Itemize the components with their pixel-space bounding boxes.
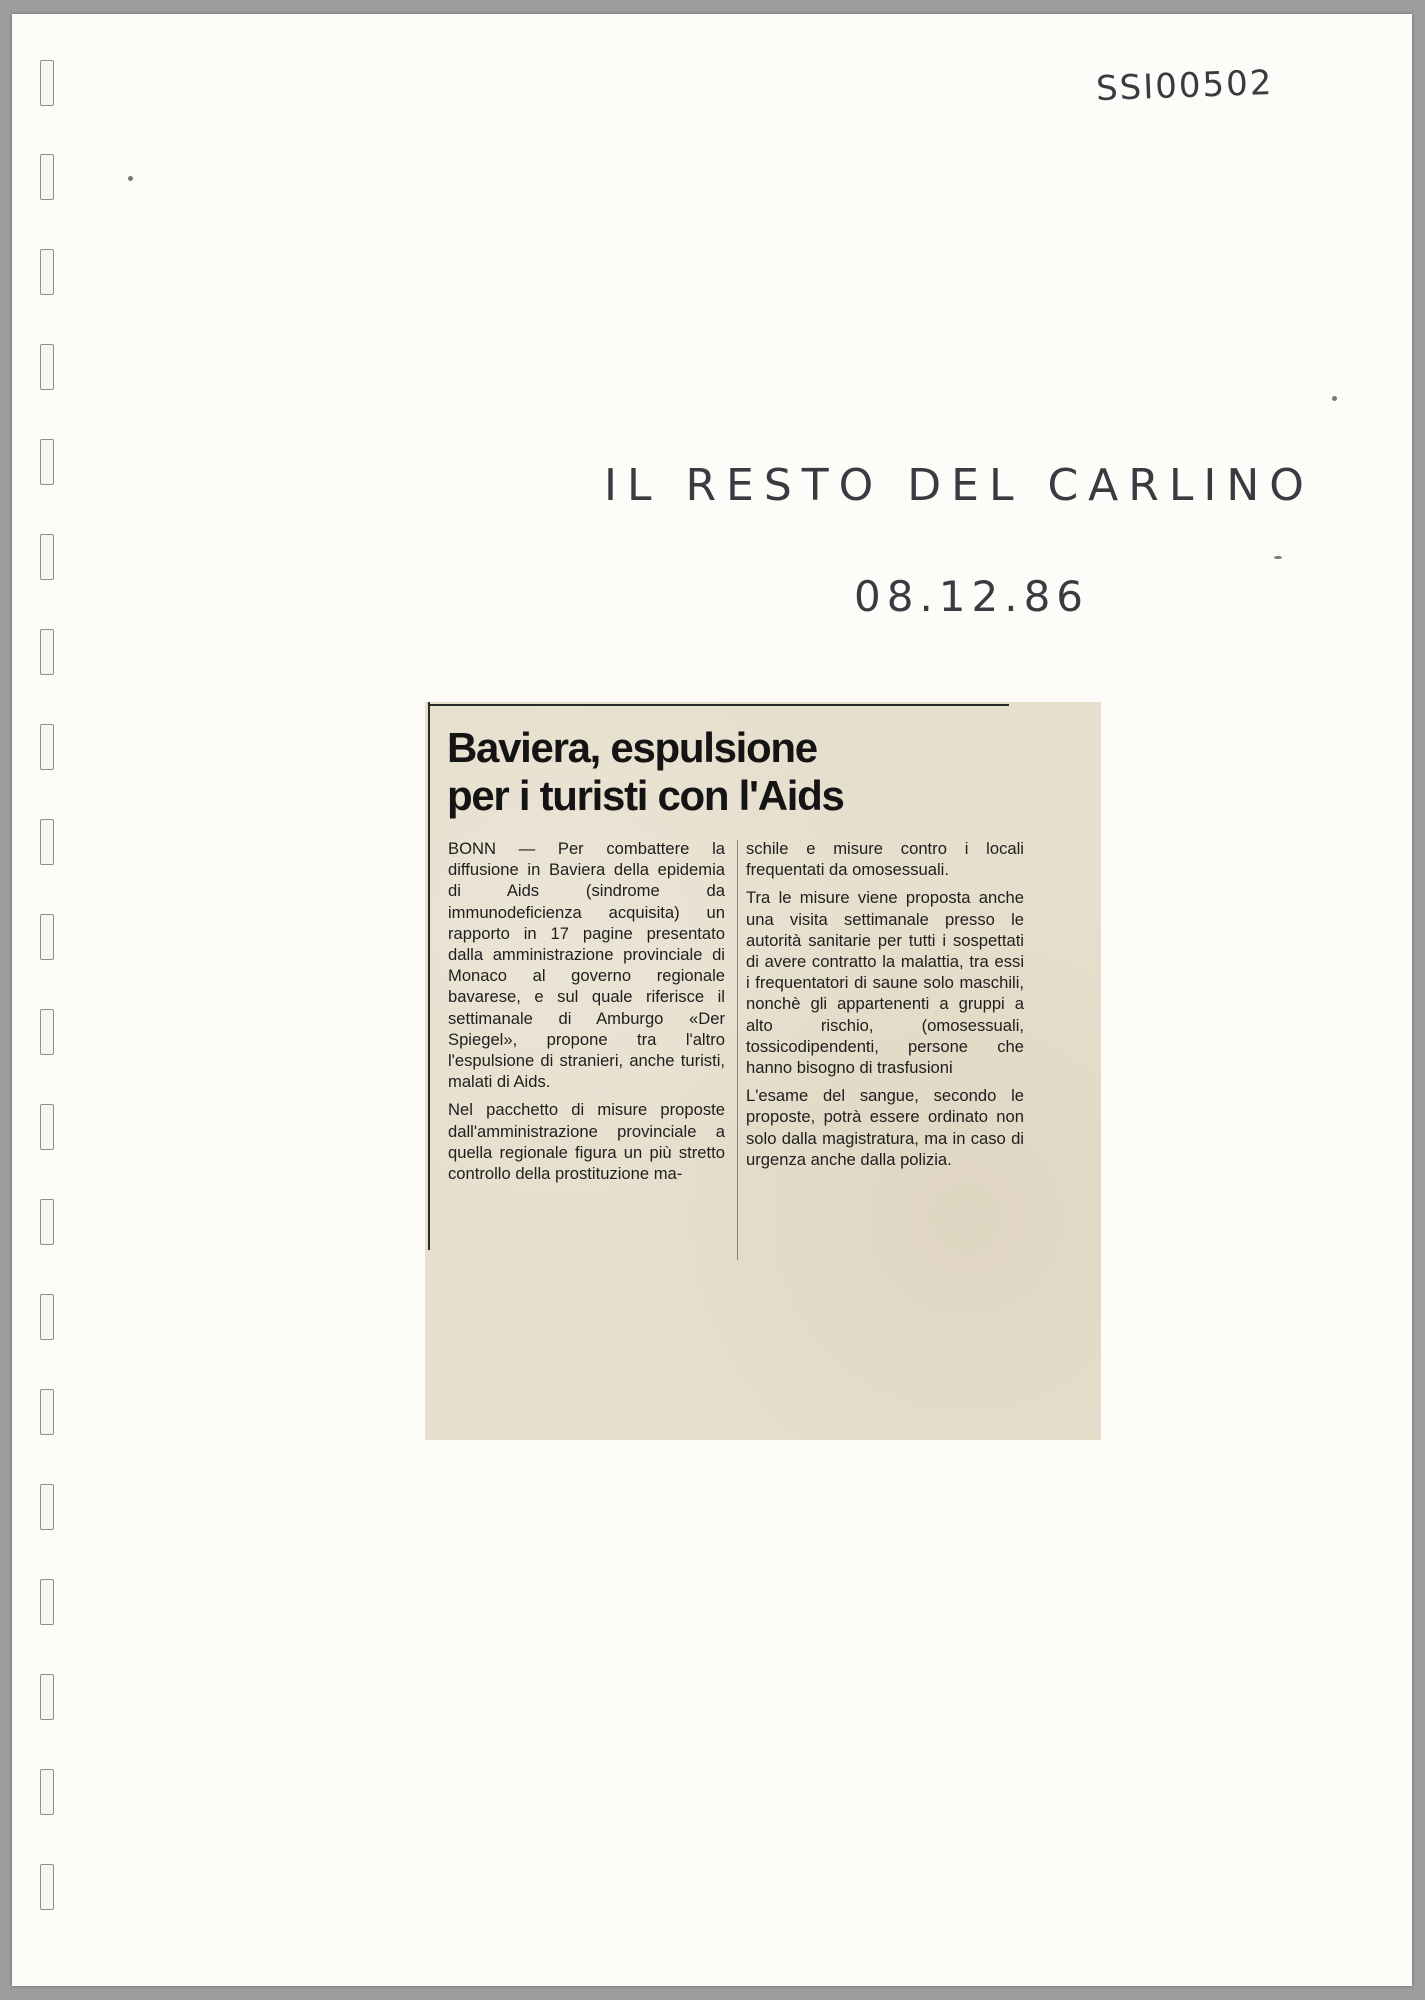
binder-hole — [40, 154, 54, 200]
binder-hole — [40, 1199, 54, 1245]
paragraph: BONN — Per combattere la diffusione in Baviera della epidemia di Aids (sindrome da immunodeficienza acquisita) un rapporto in 17 pagine presentato dalla amministrazione provinciale di Monaco al governo regionale bavarese, e sul quale riferisce il settimanale di Amburgo «Der Spiegel», propone tra l'altro l'espulsione di stranieri, anche turisti, malati di Aids. — [448, 839, 725, 1092]
article-headline — [447, 724, 844, 820]
binder-hole — [40, 629, 54, 675]
binder-hole — [40, 1864, 54, 1910]
binder-hole — [40, 1294, 54, 1340]
article-column-2 — [746, 838, 1024, 1177]
paragraph: Nel pacchetto di misure proposte dall'amministrazione provinciale a quella regionale figura un più stretto controllo della prostituzione ma- — [448, 1100, 725, 1184]
column-separator — [737, 840, 738, 1260]
scan-speck — [128, 176, 133, 181]
binder-hole — [40, 439, 54, 485]
headline-line-2: per i turisti con l'Aids — [447, 772, 844, 819]
newspaper-name-handwritten: IL RESTO DEL CARLINO — [604, 460, 1314, 511]
binder-hole — [40, 914, 54, 960]
scanned-page — [12, 14, 1412, 1986]
binder-hole — [40, 60, 54, 106]
binder-hole — [40, 1009, 54, 1055]
archive-code-handwritten: SSI00502 — [1095, 62, 1275, 110]
binder-hole — [40, 1674, 54, 1720]
scan-speck — [1274, 556, 1282, 559]
paragraph: Tra le misure viene proposta anche una visita settimanale presso le autorità sanitarie per tutti i sospettati di avere contratto la malattia, tra essi i frequentatori di saune solo maschili, nonchè gli appartenenti a gruppi a alto rischio, (omosessuali, tossicodipendenti, persone che hanno bisogno di trasfusioni — [746, 888, 1024, 1078]
binder-hole — [40, 344, 54, 390]
binder-hole — [40, 534, 54, 580]
binder-hole — [40, 1579, 54, 1625]
binder-hole — [40, 1769, 54, 1815]
article-column-1 — [448, 838, 725, 1191]
scan-speck — [1332, 396, 1337, 401]
binder-holes — [12, 14, 72, 1986]
headline-line-1: Baviera, espulsione — [447, 724, 817, 771]
clipping-left-rule — [428, 702, 430, 1250]
binder-hole — [40, 819, 54, 865]
binder-hole — [40, 724, 54, 770]
binder-hole — [40, 1484, 54, 1530]
paragraph: L'esame del sangue, secondo le proposte, potrà essere ordinato non solo dalla magistratura, ma in caso di urgenza anche dalla polizia. — [746, 1086, 1024, 1169]
date-handwritten: 08.12.86 — [854, 572, 1090, 621]
binder-hole — [40, 1389, 54, 1435]
binder-hole — [40, 1104, 54, 1150]
clipping-top-rule — [429, 704, 1009, 706]
newspaper-clipping — [425, 702, 1101, 1440]
binder-hole — [40, 249, 54, 295]
paragraph: schile e misure contro i locali frequentati da omosessuali. — [746, 839, 1024, 880]
